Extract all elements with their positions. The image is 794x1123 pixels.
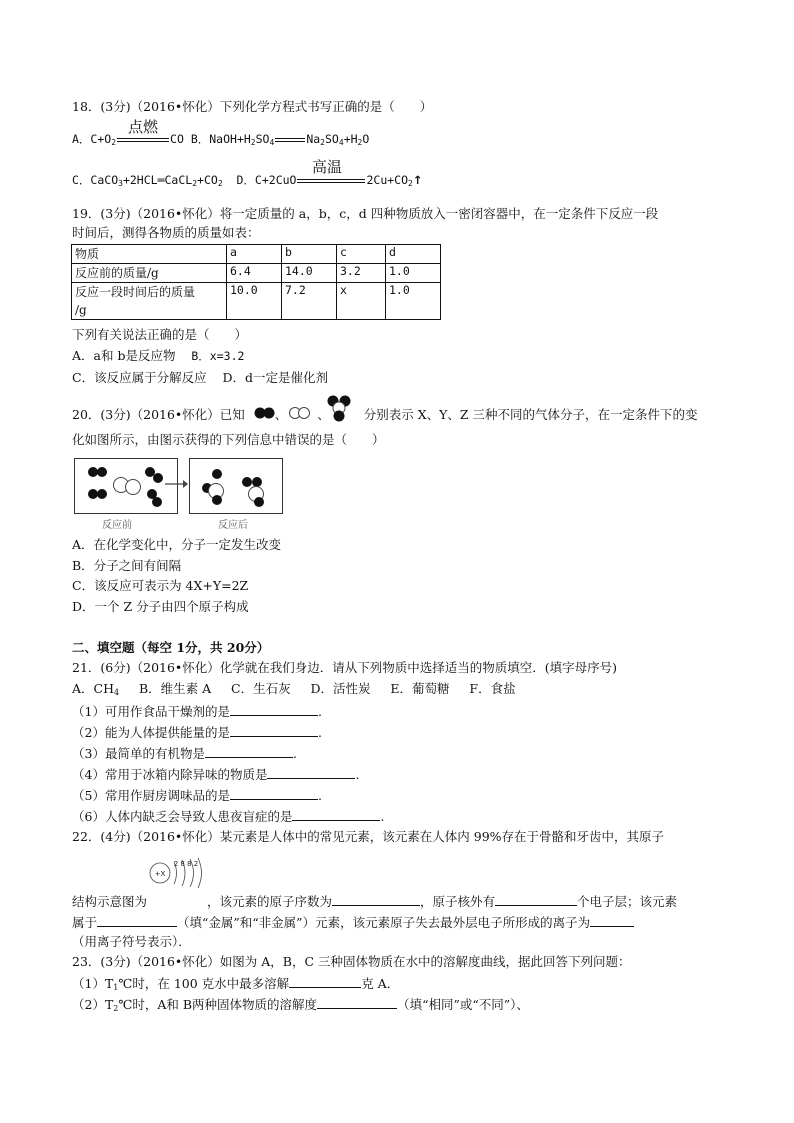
answer-blank[interactable] [317, 996, 397, 1009]
arrow-right-icon [163, 478, 189, 490]
q21-item-5: （5）常用作厨房调味品的是 . [72, 788, 322, 803]
q22-line2: 结构示意图为 ，该元素的原子序数为 ，原子核外有 个电子层；该元素 [72, 894, 678, 909]
q19-stem-line1: 19．(3分)（2016•怀化）将一定质量的 a，b，c，d 四种物质放入一密闭容器中，在一定条件下反应一段 [72, 206, 659, 221]
q18-option-c: C．CaCO [72, 173, 119, 187]
q19-ask: 下列有关说法正确的是（ ） [72, 327, 248, 342]
q21-item-1: （1）可用作食品干燥剂的是 . [72, 704, 322, 719]
q21-item-4: （4）常用于冰箱内除异味的物质是 . [72, 767, 360, 782]
q22-stem-line1: 22．(4分)（2016•怀化）某元素是人体中的常见元素，该元素在人体内 99%存在于骨骼和牙齿中，其原子 [72, 829, 665, 844]
q23-item-2: $(2)T_2℃$时，A和 B两种固体物质的溶解度 （填“相同”或“不同”）、 [72, 997, 529, 1013]
up-arrow-icon: ↑ [412, 173, 423, 187]
q20-option-d: D．一个 Z 分子由四个原子构成 [72, 599, 249, 614]
q20-stem-line1: 20．(3分)（2016•怀化）已知 、 、 分别表示 X、Y、Z 三种不同的气体分子，在一定条件下的变 [72, 407, 698, 422]
table-row: 物质 a b c d [72, 245, 441, 264]
q22-line4: （用离子符号表示）． [72, 934, 191, 949]
q21-item-2: （2）能为人体提供能量的是 . [72, 725, 322, 740]
equals-arrow-icon [275, 138, 305, 142]
nucleus-label: +X [154, 870, 166, 878]
molecule-x-icon [254, 406, 278, 420]
molecule-z-icon [324, 394, 354, 422]
answer-blank[interactable] [267, 766, 355, 779]
q21-stem: 21．(6分)（2016•怀化）化学就在我们身边．请从下列物质中选择适当的物质填空．(填字母序号) [72, 660, 618, 675]
answer-blank[interactable] [289, 975, 361, 988]
q22-line3: 属于 （填“金属”和“非金属”）元素，该元素原子失去最外层电子所形成的离子为 [72, 914, 634, 931]
q23-stem: 23．(3分)（2016•怀化）如图为 A，B，C 三种固体物质在水中的溶解度曲线，据此回答下列问题： [72, 954, 631, 969]
answer-blank[interactable] [97, 914, 177, 927]
answer-blank[interactable] [292, 808, 380, 821]
answer-blank[interactable] [230, 703, 318, 716]
q23-item-1: $(1)T_1℃$时，在 100 克水中最多溶解 克 A． [72, 976, 400, 992]
section-title: 二、填空题（每空 1分，共 20分） [72, 640, 270, 655]
answer-blank[interactable] [230, 724, 318, 737]
table-row: 反应一段时间后的质量 /g 10.0 7.2 x 1.0 [72, 283, 441, 320]
q18-stem: 18．(3分)（2016•怀化）下列化学方程式书写正确的是（ ） [72, 99, 433, 114]
q18-option-b: B．NaOH+H [190, 132, 251, 146]
q20-stem-line2: 化如图所示，由图示获得的下列信息中错误的是（ ） [72, 432, 385, 447]
q21-item-3: （3）最简单的有机物是 . [72, 746, 297, 761]
q18-options-ab: A．$C+O_2$ CO B．$NaOH+H_2SO_4$ $Na_2SO_4+H_2O$ [72, 132, 370, 147]
q18-options-cd: C．$CaCO_3+2HCL═CaCL_2+CO_2$ D．C+2CuO $2Cu+CO_2↑$ [72, 173, 423, 188]
shell-electrons-label: 2 8 8 2 [173, 860, 199, 868]
q19-options-cd: C．该反应属于分解反应 D．d一定是催化剂 [72, 370, 329, 385]
q21-item-6: （6）人体内缺乏会导致人患夜盲症的是 . [72, 809, 385, 824]
reaction-after-box [189, 458, 283, 514]
equals-arrow-icon [297, 179, 365, 183]
atom-structure-diagram [148, 854, 208, 892]
q19-table [71, 244, 441, 320]
q20-option-c: C．该反应可表示为 4X+Y=2Z [72, 578, 249, 593]
q18-option-d: D．C+2CuO [236, 173, 297, 187]
answer-blank[interactable] [205, 745, 293, 758]
q18-hightemp-label: 高温 [312, 158, 343, 176]
answer-blank[interactable] [495, 893, 577, 906]
q20-option-a: A．在化学变化中，分子一定发生改变 [72, 537, 282, 552]
caption-before: 反应前 [102, 520, 132, 531]
answer-blank[interactable] [590, 914, 634, 927]
table-row: 反应前的质量/g 6.4 14.0 3.2 1.0 [72, 264, 441, 283]
molecule-y-icon [288, 406, 312, 420]
q19-options-ab: A．a和 b是反应物 B．x=3.2 [72, 348, 245, 363]
answer-blank[interactable] [332, 893, 420, 906]
q18-option-a: A．C+O [72, 132, 112, 146]
equals-arrow-icon [117, 138, 169, 142]
caption-after: 反应后 [218, 520, 248, 531]
q21-options: A．$CH_4$ B．维生素 A C．生石灰 D．活性炭 E．葡萄糖 F．食盐 [72, 681, 516, 697]
q20-option-b: B．分子之间有间隔 [72, 558, 182, 573]
q18-ignite-label: 点燃 [128, 118, 159, 136]
answer-blank[interactable] [230, 787, 318, 800]
q19-stem-line2: 时间后，测得各物质的质量如表： [72, 225, 260, 240]
